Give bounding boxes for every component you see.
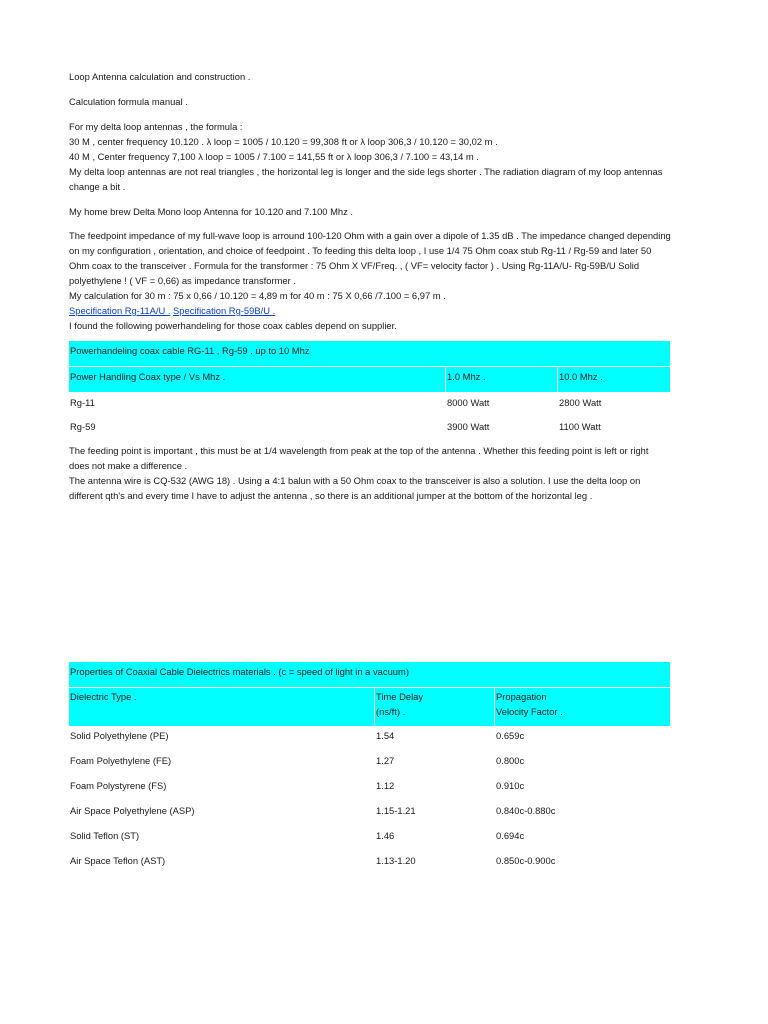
table-caption-row [69,662,670,687]
dielectric-table [69,662,670,874]
table-header-cell: Time Delay [376,691,424,702]
doc-subtitle: Calculation formula manual . [69,96,188,107]
table-header-cell: (ns/ft) . [376,706,406,717]
table-cell: 0.659c [496,730,525,741]
table-cell: Solid Teflon (ST) [70,830,140,841]
table-header-cell: Velocity Factor . [496,706,563,717]
table-cell: Foam Polyethylene (FE) [70,755,172,766]
table-caption: Properties of Coaxial Cable Dielectrics materials . (c = speed of light in a vacuum) [70,666,409,677]
table-cell: 0.910c [496,780,525,791]
table-row [69,853,670,875]
table-cell: 8000 Watt [447,397,490,408]
table-cell: 0.694c [496,830,525,841]
table-header-cell: 10.0 Mhz . [559,371,603,382]
formula-intro: For my delta loop antennas , the formula : [69,121,243,132]
feeding-text: The feeding point is important , this must be at 1/4 wavelength from peak at the top of the antenna . Whether this feeding point is left or right [69,445,649,456]
table-cell: Foam Polystyrene (FS) [70,780,167,791]
impedance-text: polyethylene ! ( VF = 0,66) as impedance transformer . [69,275,296,286]
table-row [69,803,670,825]
table-cell: 1.12 [376,780,395,791]
note-line: change a bit . [69,181,126,192]
formula-40m: 40 M , Center frequency 7,100 λ loop = 1005 / 7.100 = 141,55 ft or λ loop 306,3 / 7.100 = 43,14 m . [69,151,479,162]
table-cell: 1.15-1.21 [376,805,416,816]
table-header-cell: 1.0 Mhz . [447,371,486,382]
spec-rg11-link[interactable]: Specification Rg-11A/U . [69,305,171,316]
table-row [69,417,670,439]
table-cell: 1.54 [376,730,395,741]
table-cell: 1.13-1.20 [376,855,416,866]
note-line: My delta loop antennas are not real triangles , the horizontal leg is longer and the side legs shorter . The radiation diagram of my loop antennas [69,166,663,177]
table-row [69,778,670,800]
powerhandling-intro: I found the following powerhandeling for those coax cables depend on supplier. [69,320,397,331]
impedance-text: The feedpoint impedance of my full-wave loop is arround 100-120 Ohm with a gain over a dipole of 1.35 dB . The impedance changed depending [69,230,671,241]
spec-rg59-link[interactable]: Specification Rg-59B/U . [173,305,276,316]
impedance-text: on my configuration , orientation, and choice of feedpoint . To feeding this delta loop , I use 1/4 75 Ohm coax stub Rg-11 / Rg-59 and later 50 [69,245,652,256]
feeding-text: does not make a difference . [69,460,188,471]
table-cell: Rg-59 [70,421,96,432]
spec-links [69,303,275,318]
table-cell: 3900 Watt [447,421,490,432]
table-cell: 1100 Watt [559,421,601,432]
table-cell: Solid Polyethylene (PE) [70,730,169,741]
table-caption-row [69,341,670,366]
doc-title: Loop Antenna calculation and construction . [69,71,251,82]
homebrew-heading: My home brew Delta Mono loop Antenna for 10.120 and 7.100 Mhz . [69,206,354,217]
table-cell: 2800 Watt [559,397,602,408]
wire-text: The antenna wire is CQ-532 (AWG 18) . Using a 4:1 balun with a 50 Ohm coax to the transceiver is also a solution. I use the delta loop on [69,475,641,486]
table-row [69,753,670,775]
formula-30m: 30 M , center frequency 10.120 . λ loop = 1005 / 10.120 = 99,308 ft or λ loop 306,3 / 10.120 = 30,02 m . [69,136,498,147]
table-cell: Air Space Polyethylene (ASP) [70,805,195,816]
table-cell: 0.800c [496,755,525,766]
table-cell: Air Space Teflon (AST) [70,855,166,866]
table-cell: Rg-11 [70,397,95,408]
table-header-cell: Propagation [496,691,547,702]
impedance-text: Ohm coax to the transceiver . Formula for the transformer : 75 Ohm X VF/Freq. , ( VF= velocity factor ) . Using Rg-11A/U- Rg-59B/U Solid [69,260,640,271]
table-header-row [69,688,670,726]
table-row [69,728,670,750]
table-header-cell: Dielectric Type . [70,691,137,702]
table-header-row [69,367,670,392]
table-row [69,828,670,850]
wire-text: different qth's and every time I have to adjust the antenna , so there is an additional jumper at the bottom of the horizontal leg . [69,490,593,501]
table-row [69,393,670,415]
table-cell: 0.850c-0.900c [496,855,556,866]
table-header-cell: Power Handling Coax type / Vs Mhz . [70,371,226,382]
table-cell: 1.27 [376,755,395,766]
table-cell: 1.46 [376,830,395,841]
table-cell: 0.840c-0.880c [496,805,556,816]
power-handling-table [69,341,670,437]
calculation-text: My calculation for 30 m : 75 x 0,66 / 10.120 = 4,89 m for 40 m : 75 X 0,66 /7.100 = 6,97 m . [69,290,446,301]
table-caption: Powerhandeling coax cable RG-11 , Rg-59 . up to 10 Mhz [70,345,310,356]
